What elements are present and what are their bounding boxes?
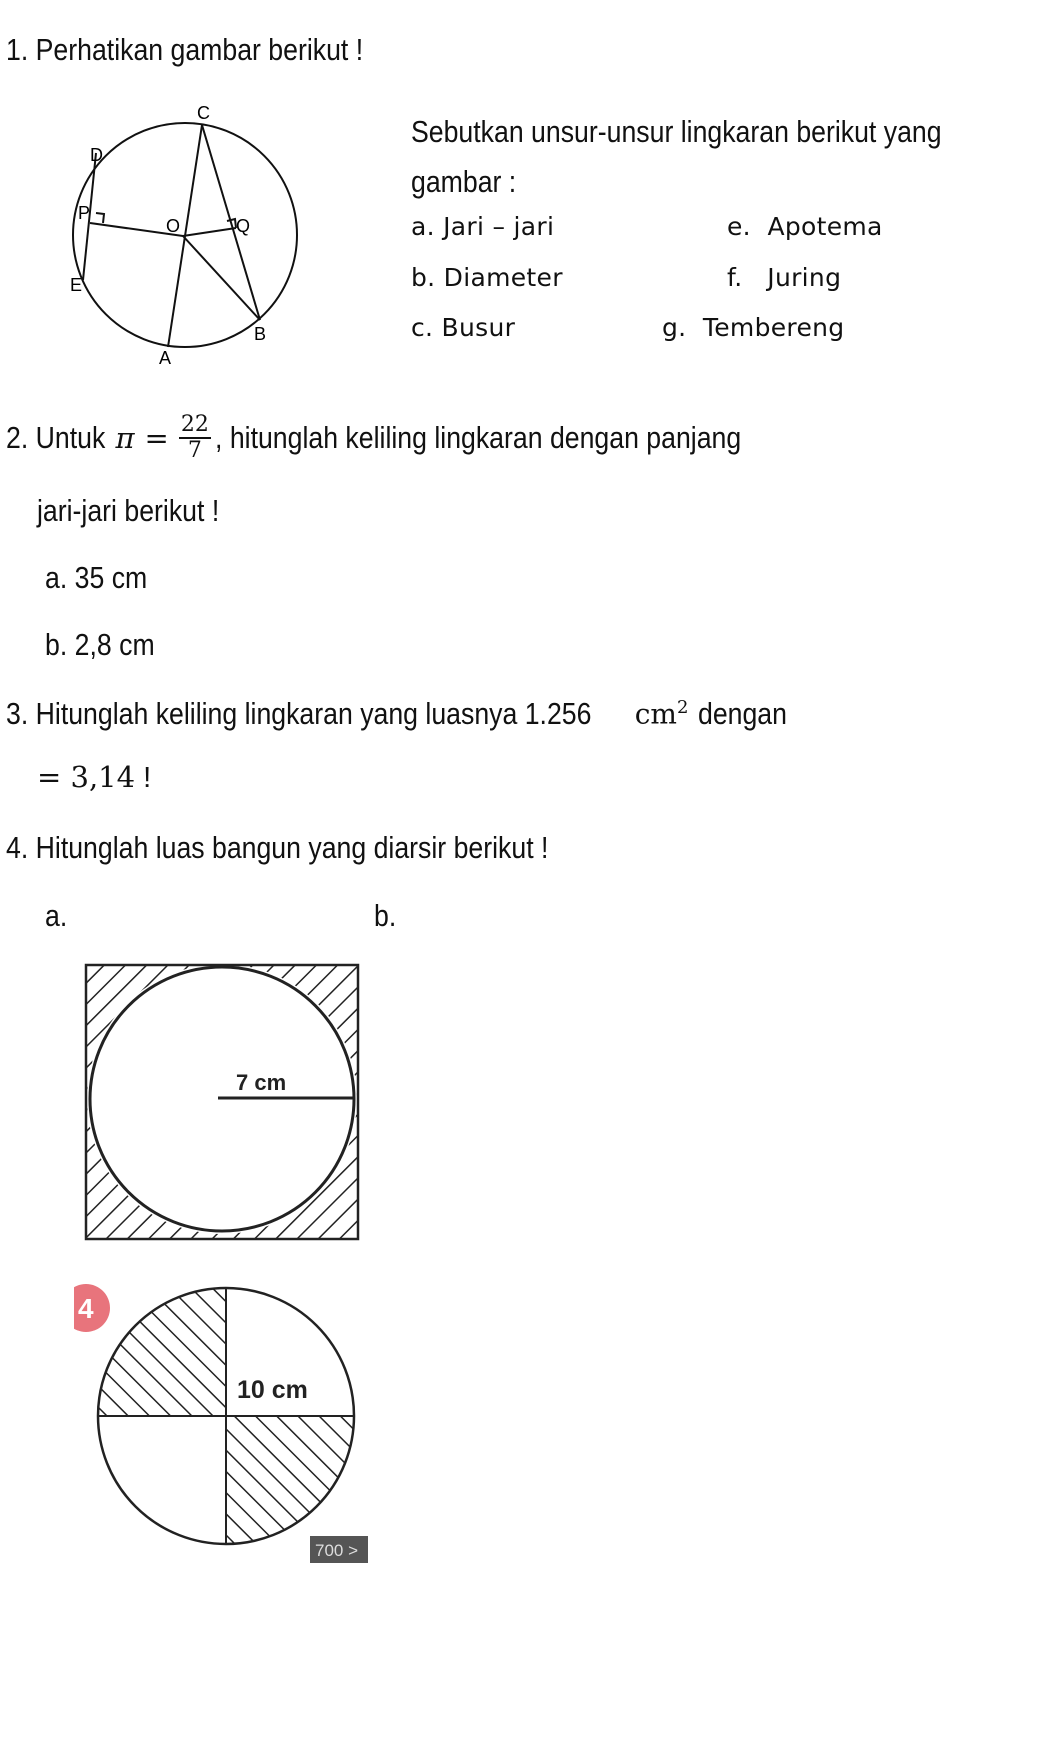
right-angle-mark-p [96, 213, 104, 223]
q4-label-a: a. [45, 898, 68, 933]
q3-prefix: 3. Hitunglah keliling lingkaran yang luasnya 1.256 [6, 696, 592, 731]
q2-fraction [179, 413, 211, 463]
q3-pi-value: = 3,14 [37, 760, 136, 794]
label-b: B [254, 324, 267, 344]
q1-option-c: c. Busur [411, 313, 516, 342]
label-q: Q [236, 216, 251, 236]
q4-label-b: b. [374, 898, 397, 933]
q2-suffix: , hitunglah keliling lingkaran dengan panjang [214, 420, 742, 455]
q2-item-a: a. 35 cm [45, 560, 148, 595]
figure-a-square-circle [84, 963, 360, 1243]
q3-unit: $cm^2$ [634, 697, 689, 731]
label-o: O [166, 216, 181, 236]
figure-b-quadrant-circle [74, 1278, 370, 1563]
q2-pi: π [115, 421, 135, 455]
number-badge-text: 4 [78, 1293, 94, 1324]
q1-option-b: b. Diameter [411, 263, 563, 292]
q3-suffix: dengan [698, 696, 788, 731]
label-e: E [70, 275, 83, 295]
q2-item-b: b. 2,8 cm [45, 627, 155, 662]
q2-frac-num: 22 [180, 412, 209, 437]
label-p: P [78, 203, 91, 223]
label-c: C [197, 103, 210, 123]
q2-prefix: 2. Untuk [6, 420, 106, 455]
q3-exclaim: ! [135, 762, 152, 794]
radius-label-b: 10 cm [237, 1376, 308, 1404]
q4-title: 4. Hitunglah luas bangun yang diarsir berikut ! [6, 830, 549, 865]
q1-instruction-line2: gambar : [411, 164, 517, 199]
q1-option-f: f. Juring [727, 263, 842, 292]
q1-option-a: a. Jari – jari [411, 212, 555, 241]
apothem-oq [183, 228, 236, 236]
q1-instruction-line1: Sebutkan unsur-unsur lingkaran berikut yang [411, 114, 942, 149]
q3-line2 [37, 760, 151, 795]
q1-option-e: e. Apotema [727, 212, 883, 241]
q2-frac-den: 7 [187, 438, 202, 463]
circle-elements-diagram [60, 95, 310, 375]
label-d: D [90, 145, 103, 165]
q3-exponent: 2 [676, 697, 689, 719]
q1-title: 1. Perhatikan gambar berikut ! [6, 32, 364, 67]
watermark-text: 700 > [315, 1541, 359, 1560]
q2-line2: jari-jari berikut ! [37, 493, 220, 528]
label-a: A [159, 348, 172, 368]
q2-line1 [6, 408, 827, 468]
q3-line1 [6, 692, 802, 736]
q2-equals: = [144, 421, 169, 455]
q1-option-g: g. Tembereng [662, 313, 845, 342]
radius-label-a: 7 cm [236, 1070, 287, 1095]
chord-cb [202, 125, 260, 320]
